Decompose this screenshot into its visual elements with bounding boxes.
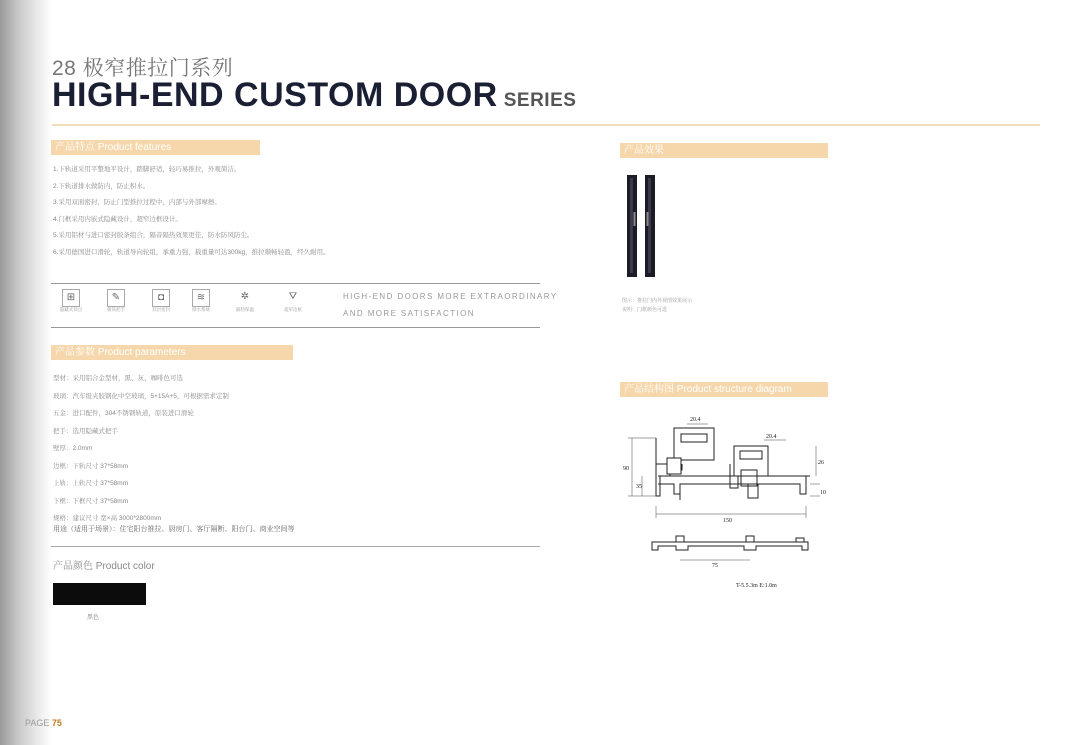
icon-caption: 隔热保温 <box>236 307 254 312</box>
feature-icon-3 <box>152 289 178 313</box>
feature-item: 5.采用铝材与进口密封胶条组合，隔音隔热效果更佳，防水防风防尘。 <box>53 232 254 240</box>
features-heading: 产品特点 Product features <box>51 140 260 155</box>
feature-item: 6.采用德国进口滑轮，轨道导向轮组，承重力强，载重量可达300kg，推拉顺畅轻盈，经久耐用。 <box>53 248 330 256</box>
icon-caption: 隐藏式锁点 <box>59 307 83 312</box>
effect-heading: 产品效果 <box>620 143 828 158</box>
icon-caption: 排水系统 <box>192 307 210 312</box>
slogan-line: AND MORE SATISFACTION <box>343 309 475 318</box>
feature-icon-2 <box>107 289 133 313</box>
feature-item: 2.下轨道排水做防内，防止积水。 <box>53 182 150 190</box>
seal-icon: ◘ <box>152 289 170 307</box>
parameter-row: 下框：下框尺寸 37*58mm <box>53 497 129 505</box>
lock-icon: ⊞ <box>62 289 80 307</box>
snowflake-icon: ✲ <box>240 291 250 302</box>
parameter-row: 把手：选用隐藏式把手 <box>53 427 118 435</box>
drain-icon: ≋ <box>192 289 210 307</box>
parameter-row: 边框：下轨尺寸 37*58mm <box>53 462 129 470</box>
effect-caption <box>622 297 692 315</box>
applications-text: 用途（适用于场景）：住宅阳台推拉、厨房门、客厅隔断、阳台门、商业空间等 <box>53 526 295 533</box>
page-title <box>52 76 576 115</box>
slogan-line: HIGH-END DOORS MORE EXTRAORDINARY <box>343 292 558 301</box>
page-label: PAGE <box>25 718 50 728</box>
dim-label: 20.4 <box>690 417 701 423</box>
icon-caption: 超窄边框 <box>284 307 302 312</box>
structure-diagram <box>620 410 830 592</box>
diagram-note: T-5.5.3m E:1.0m <box>736 583 777 589</box>
title-english: HIGH-END CUSTOM DOOR <box>52 76 498 114</box>
parameter-row: 壁厚：2.0mm <box>53 445 93 452</box>
icon-caption: 双层密封 <box>152 307 170 312</box>
slogan <box>343 288 558 322</box>
page-number <box>25 718 62 728</box>
dim-label: 10 <box>820 490 826 496</box>
parameter-row: 规格：建议尺寸 宽×高 3000*2800mm <box>53 515 162 522</box>
feature-item: 3.采用双面密封，防止门型推拉过程中，内部与外部摩擦。 <box>53 199 221 207</box>
color-heading: 产品颜色 Product color <box>53 561 155 572</box>
divider <box>51 327 540 328</box>
icon-caption: 极简把手 <box>107 307 125 312</box>
dim-label: 90 <box>623 466 629 472</box>
caption-line: 说明：门框颜色可选 <box>622 307 668 313</box>
dim-label: 20.4 <box>766 434 777 440</box>
parameter-row: 上轨：上轨尺寸 37*58mm <box>53 480 129 487</box>
door-product-image <box>624 174 660 278</box>
features-list <box>53 166 330 257</box>
parameter-row: 型材：采用铝合金型材，黑、灰、咖啡色可选 <box>53 375 183 382</box>
parameters-heading: 产品参数 Product parameters <box>51 345 293 360</box>
structure-heading: 产品结构图 Product structure diagram <box>620 382 828 397</box>
caption-line: 图示：推拉门内外视图效果展示 <box>622 298 693 304</box>
title-series: SERIES <box>503 90 577 111</box>
feature-icon-1 <box>59 289 88 313</box>
feature-item: 1.下轨道采用平整地平设计，踏脚舒适，轻巧易推拉，外观简洁。 <box>53 166 241 173</box>
parameter-row: 五金：进口配件，304不锈钢轨道，原装进口滑轮 <box>53 410 194 417</box>
frame-icon: ⛛ <box>288 291 298 302</box>
page-spine-shadow <box>0 0 52 745</box>
feature-item: 4.门框采用内嵌式隐藏设计，超窄边框设计。 <box>53 215 182 223</box>
color-label: 黑色 <box>87 615 100 621</box>
title-chinese: 28 极窄推拉门系列 <box>52 57 234 80</box>
feature-icon-4 <box>192 289 218 313</box>
page-value: 75 <box>51 718 62 728</box>
divider <box>51 283 540 284</box>
parameter-row: 玻璃：汽车级夹胶钢化中空玻璃，5+15A+5，可根据需求定制 <box>53 392 229 400</box>
dim-label: 35 <box>636 484 642 490</box>
header-divider <box>52 124 1040 126</box>
dim-label: 150 <box>723 518 732 524</box>
color-swatch <box>53 583 146 605</box>
dim-label: 26 <box>818 460 824 466</box>
dim-label: 75 <box>712 563 718 569</box>
feature-icon-6 <box>284 289 310 313</box>
divider <box>51 546 540 547</box>
handle-icon: ✎ <box>107 289 125 307</box>
feature-icon-5 <box>236 289 262 313</box>
parameters-list <box>53 373 229 522</box>
